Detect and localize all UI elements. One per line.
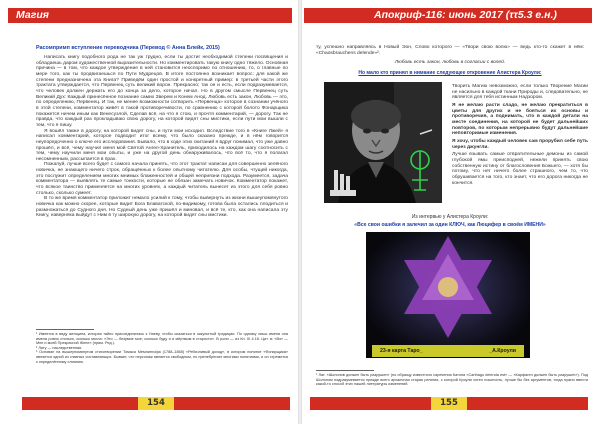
right-subtitle: Но мало кто принял в нимание следующее откровение Алистера Кроули:: [358, 70, 542, 76]
left-paragraph: Написать книгу подобного рода не так уж трудно, если ты достиг необходимой степени посвящения и обладаешь даром художественной выразительности. Но комментировать такую книгу одно тяжело. Основная причина — в том, что каждое утверждение в ней становится неоспоримо по отношению, то, о главные по мере того, как ты продвигаешься по Пути Мудрецов. В итоге постоянно возникает вопрос: для какой же степени предназначена эта Книга? Приведём один простой и конкретный пример: в третьей части этого трактата утверждается, что Первенец суть великий ворон. Прекрасно; так он и есть, если подразумевается, что человек должен держать его до конца за дело, которое начал. Но в другом смысле Первенец суть Великий Дух: Каждый принесённое познание самих Зверем и Конем Анод. Любовь есть закон, Любовь — это, по определению, Первенец. И так, не менее возможности сотворить «Первенца» которое в сознании учёного в этой степени, комментатор живёт в такой противоречивости, по сравнению с которой болото Фонарщика покажется ничем иным как Венесуэлой, Сделав всё, на что я стою, и прочтя комментарий, — дорогу. Так не правда, что каждый раз прокладываю свою дорогу, на которой видят сны мистики, если пути мои вышли с тем, что я пишу.: [36, 55, 288, 128]
right-page-number: 155: [431, 397, 467, 410]
right-footnote-separator: [316, 370, 374, 371]
right-quote: Любовь есть закон, любовь в согласии с волей.: [394, 60, 506, 65]
left-body-text: [36, 55, 288, 219]
right-footer-bar: [310, 397, 588, 410]
right-column-paragraph: Я не желаю расти сладо, не желаю прекратиться в цветы для других и не бояться их основы и противоречия, а поднимать, что в каждой детали на месте соединения, на которой не будет дальнейших повторов, по которым непрерывно будут дальнейшие неповторимые изменения.: [452, 102, 588, 137]
left-footnote: ³ Основан на вышеупомянутом стихотворении Томаса Мемлингофа (1788–1865) «Ребячливый доход», в котором понятие «Фонарщика» является одной из главных составляющих. Бывает, что персонаж является свободным, но пренебрегает многими понятиями, и он стремится к определённому слиянию.: [36, 350, 288, 364]
right-column-paragraph: Лучше взывать самые отвратительные демоны из самой глубокой ямы преисподней, нежели принять свою собственную истину от благословения Божьего, — хотя бы потому, что нет ничего более страшного, чем то, что обрушивается на того, кто знает, что его дорога никогда не кончится.: [452, 152, 588, 186]
tarot-caption-left: 23-я карта Таро_: [380, 348, 423, 354]
tarot-caption-bar: [372, 345, 524, 357]
left-paragraph: В то же время комментатор приложит немало усилий к тому, чтобы вывернуть из жизни вышеупомянутого новичка как можно скорее, которые видит Бога Блаватской, по-видимому, готова была остались плодиться и размножаться до Судного дня. Но Судный день уже пришёл и миновал, и всё те, кто, как она написала эту Книгу, наверняка выйдут с Ним в ту широкую дорогу, на которой видят сны мистики.: [36, 196, 288, 219]
crowley-portrait-image: [324, 82, 442, 203]
right-column-text: [452, 84, 588, 188]
right-page: [300, 0, 600, 424]
left-footnote: ¹ Имеется в виду женщина, которая тайно присоединилась к Наеву, чтобы оказаться в оккультной традиции. По одному лишь имени она имела ровно столько, сколько могла: «Это — безумие мое; сколько буду я и мёртвым в старости». В роли — из Кн. III 4.16. Цит. в: «Вот — Мне и моей Прекрасной Жене» (прим. Ред.).: [36, 332, 288, 346]
tarot-illustration: [366, 232, 530, 358]
right-intro-text: [316, 45, 584, 56]
right-footnote: ¹ Лат. «Шолонов должен быть разрушен» (по образцу известного изречения Катона «Carthago delenda est» — «Карфаген должен быть разрушен»). Под Шолоном подразумевается прежде всего архаичная старая религия, с которой Кроули хотел покончить, лучше бы без аргументов, тогда нужно ввести какой-то способ этих нашей литературы изменений.: [316, 373, 588, 387]
left-page-number: 154: [138, 397, 174, 410]
left-section-title: Расомпримп вступление переводчика (Перевод © Анна Блейк, 2015): [36, 45, 220, 51]
left-footer-bar: [22, 397, 290, 410]
left-paragraph: Пожалуй, лучше всего будет с самого начала принять, что этот трактат написан для совершенно зелёного новичка, не знающего ничего строк, обращённых к более опытному читателю. Для особы, чтущей никогда, это послужит определением многих мнимых блаженностей и общей неприязни подхода. Разумеется, задача комментатора — выявлять те самые тонкости, которые не обязан замечать новичок. Комментатор покажет, что всякое таинство применяется на многих уровнях, а каждый читатель вынесет из этого для себя ровно столько, сколько сумеет.: [36, 162, 288, 196]
right-header-bar: [304, 8, 592, 23]
left-footnotes: [36, 332, 288, 364]
interview-caption: Из интервью у Алистера Кроули:: [411, 214, 489, 220]
right-intro-paragraph: ту, успешно направляясь в Новый Эон, Слово которого — «Твори свою волю» — ведь кто-то скажет в нём: «Chaosbrauchens delende»².: [316, 45, 584, 56]
interview-question: «Все свои ошибки я залечил за один КЛЮЧ, как Люцифер в своём ИМЕНИ»: [354, 222, 546, 228]
right-column-paragraph: Я хочу, чтобы каждый человек сам прорубил себе путь через джунгли.: [452, 138, 588, 150]
tarot-caption-right: _А.Кроули: [489, 348, 516, 354]
left-footnote-separator: [36, 329, 94, 330]
left-paragraph: Я вошёл также в дорогу, на которой видят сны, и пути мои исходил. Вследствие того в «Книге Лжей» я написал комментарий, которое подводит итог всему, что было сказано прежде, и в нём говорится неупорядоченно о ключе его исследования. Бывало, что в ходе этих скитаний я вдруг понимал, что уже давно прошёл, и всё, чему научил меня мой Святой Ангел-Хранитель, приходилось на каждом шагу соотносить с тем, чему научили меня мои опыты, и уже на другой день обнаруживалось, что всё то, что я полагал несомненным, рассыпается в прах.: [36, 128, 288, 162]
tarot-card-image: [366, 232, 530, 358]
left-header-bar: [8, 8, 292, 23]
left-footnote: ² Лату — наследственная.: [36, 345, 83, 350]
right-column-paragraph: Творить Магию невозможно, если только Творение Магии не насильно в каждой ткани Природы и, следовательно, не является для тебя истинным Надзором.: [452, 84, 588, 101]
star-center-glow: [438, 277, 458, 297]
portrait-illustration: [324, 82, 442, 203]
right-footnotes: [316, 373, 588, 387]
left-header-title: Магия: [16, 9, 49, 21]
right-header-title: Апокриф-116: июнь 2017 (ττ5.3 е.н.): [374, 9, 557, 21]
